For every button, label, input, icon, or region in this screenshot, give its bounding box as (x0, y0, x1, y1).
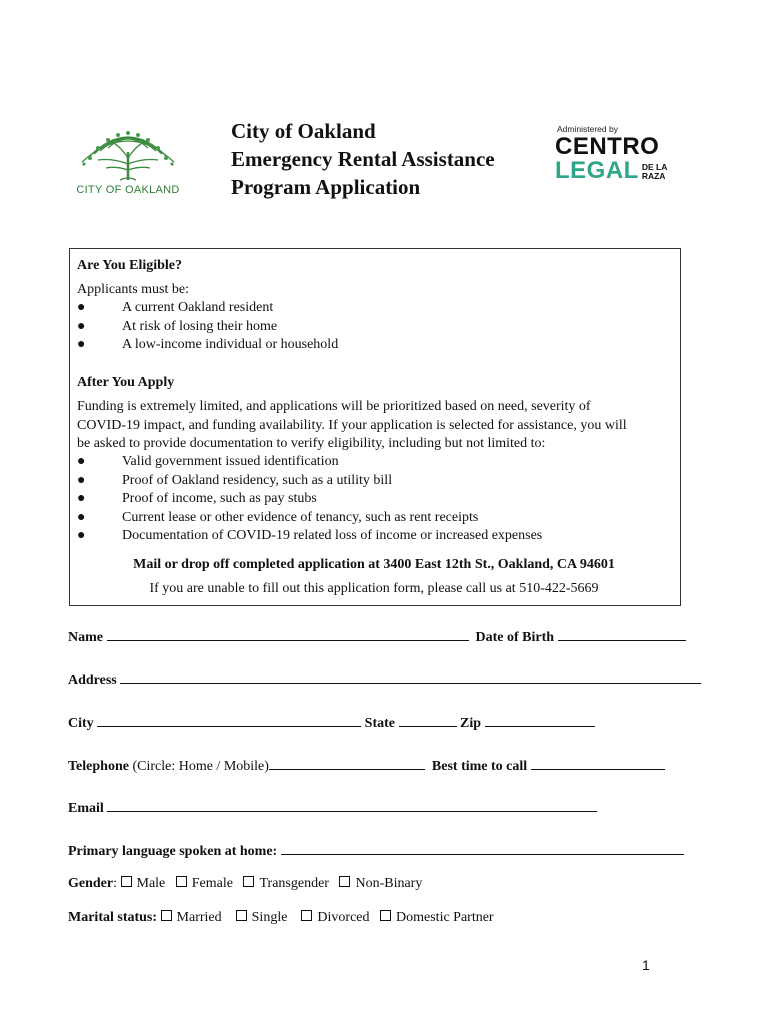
city-of-oakland-logo-text: CITY OF OAKLAND (76, 184, 180, 196)
raza-text: RAZA (641, 171, 666, 181)
bullet: ● (77, 337, 86, 352)
title-line-2: Emergency Rental Assistance (231, 147, 495, 171)
option-transgender: Transgender (259, 876, 329, 891)
checkbox-married[interactable] (161, 910, 172, 921)
list-item (77, 472, 677, 491)
list-item (77, 336, 677, 355)
document-title (231, 117, 495, 201)
city-field[interactable] (97, 713, 361, 727)
best-time-label: Best time to call (431, 759, 528, 774)
language-label: Primary language spoken at home: (68, 844, 278, 859)
bullet: ● (77, 491, 86, 506)
title-line-1: City of Oakland (231, 119, 376, 143)
state-label: State (364, 716, 395, 731)
state-field[interactable] (399, 713, 457, 727)
documentation-list (77, 453, 677, 546)
bullet: ● (77, 472, 86, 488)
name-row (68, 627, 686, 647)
centro-legal-logo (555, 124, 680, 183)
paragraph-line: COVID-19 impact, and funding availability. If your application is selected for assistance, you will (77, 417, 627, 433)
zip-label: Zip (460, 716, 482, 731)
name-label: Name (68, 630, 103, 645)
date-of-birth-field[interactable] (558, 627, 686, 641)
after-apply-heading: After You Apply (77, 375, 175, 390)
checkbox-single[interactable] (236, 910, 247, 921)
dob-label: Date of Birth (475, 630, 555, 645)
bullet: ● (77, 528, 86, 543)
list-item (77, 318, 677, 337)
eligibility-list (77, 299, 677, 355)
checkbox-divorced[interactable] (301, 910, 312, 921)
checkbox-domestic-partner[interactable] (380, 910, 391, 921)
email-field[interactable] (107, 798, 597, 812)
list-item-text: Documentation of COVID-19 related loss of income or increased expenses (122, 528, 543, 543)
list-item (77, 453, 677, 472)
option-male: Male (136, 876, 166, 891)
after-apply-paragraph (77, 398, 677, 454)
page-number: 1 (642, 957, 650, 973)
paragraph-line: be asked to provide documentation to verify eligibility, including but not limited to: (77, 436, 546, 451)
list-item (77, 527, 677, 546)
checkbox-non-binary[interactable] (339, 876, 350, 887)
list-item (77, 490, 677, 509)
address-field[interactable] (120, 670, 701, 684)
best-time-field[interactable] (531, 756, 665, 770)
legal-text: LEGAL (555, 157, 639, 184)
option-single: Single (251, 910, 288, 925)
checkbox-female[interactable] (176, 876, 187, 887)
email-label: Email (68, 801, 104, 816)
centro-text: CENTRO (555, 133, 660, 160)
telephone-note: (Circle: Home / Mobile) (132, 759, 269, 774)
option-domestic-partner: Domestic Partner (396, 910, 494, 925)
eligibility-intro: Applicants must be: (77, 282, 189, 297)
marital-row (68, 909, 494, 927)
telephone-label: Telephone (68, 759, 129, 774)
de-la-text: DE LA (641, 162, 668, 172)
address-row (68, 670, 701, 690)
option-non-binary: Non-Binary (355, 876, 423, 891)
language-field[interactable] (281, 841, 684, 855)
list-item (77, 299, 677, 318)
name-field[interactable] (107, 627, 469, 641)
checkbox-male[interactable] (121, 876, 132, 887)
list-item-text: At risk of losing their home (122, 318, 278, 334)
de-la-raza-text (642, 163, 668, 181)
administered-by-text: Administered by (557, 124, 618, 134)
list-item-text: Current lease or other evidence of tenancy, such as rent receipts (122, 509, 479, 525)
bullet: ● (77, 318, 86, 334)
option-divorced: Divorced (317, 910, 370, 925)
gender-label: Gender (68, 876, 114, 891)
bullet: ● (77, 454, 86, 469)
phone-instructions: If you are unable to fill out this application form, please call us at 510-422-5669 (149, 581, 599, 596)
bullet: ● (77, 300, 86, 315)
list-item-text: A current Oakland resident (122, 300, 274, 315)
option-female: Female (191, 876, 233, 891)
address-label: Address (68, 673, 117, 688)
option-married: Married (176, 910, 222, 925)
list-item-text: A low-income individual or household (122, 337, 339, 352)
email-row (68, 798, 597, 818)
eligibility-heading: Are You Eligible? (77, 258, 183, 273)
city-row (68, 713, 595, 733)
city-label: City (68, 716, 94, 731)
telephone-row (68, 756, 665, 776)
telephone-field[interactable] (269, 756, 425, 770)
list-item-text: Proof of Oakland residency, such as a utility bill (122, 472, 393, 488)
mail-instructions: Mail or drop off completed application at 3400 East 12th St., Oakland, CA 94601 (133, 557, 615, 572)
paragraph-line: Funding is extremely limited, and applications will be prioritized based on need, severity of (77, 399, 591, 414)
list-item-text: Valid government issued identification (122, 454, 339, 469)
gender-row: Gender: Male Female Transgender Non-Binary (68, 876, 423, 891)
bullet: ● (77, 509, 86, 525)
list-item (77, 509, 677, 528)
language-row (68, 841, 684, 861)
checkbox-transgender[interactable] (243, 876, 254, 887)
zip-field[interactable] (485, 713, 595, 727)
marital-label: Marital status: (68, 910, 158, 925)
list-item-text: Proof of income, such as pay stubs (122, 491, 317, 506)
title-line-3: Program Application (231, 175, 421, 199)
